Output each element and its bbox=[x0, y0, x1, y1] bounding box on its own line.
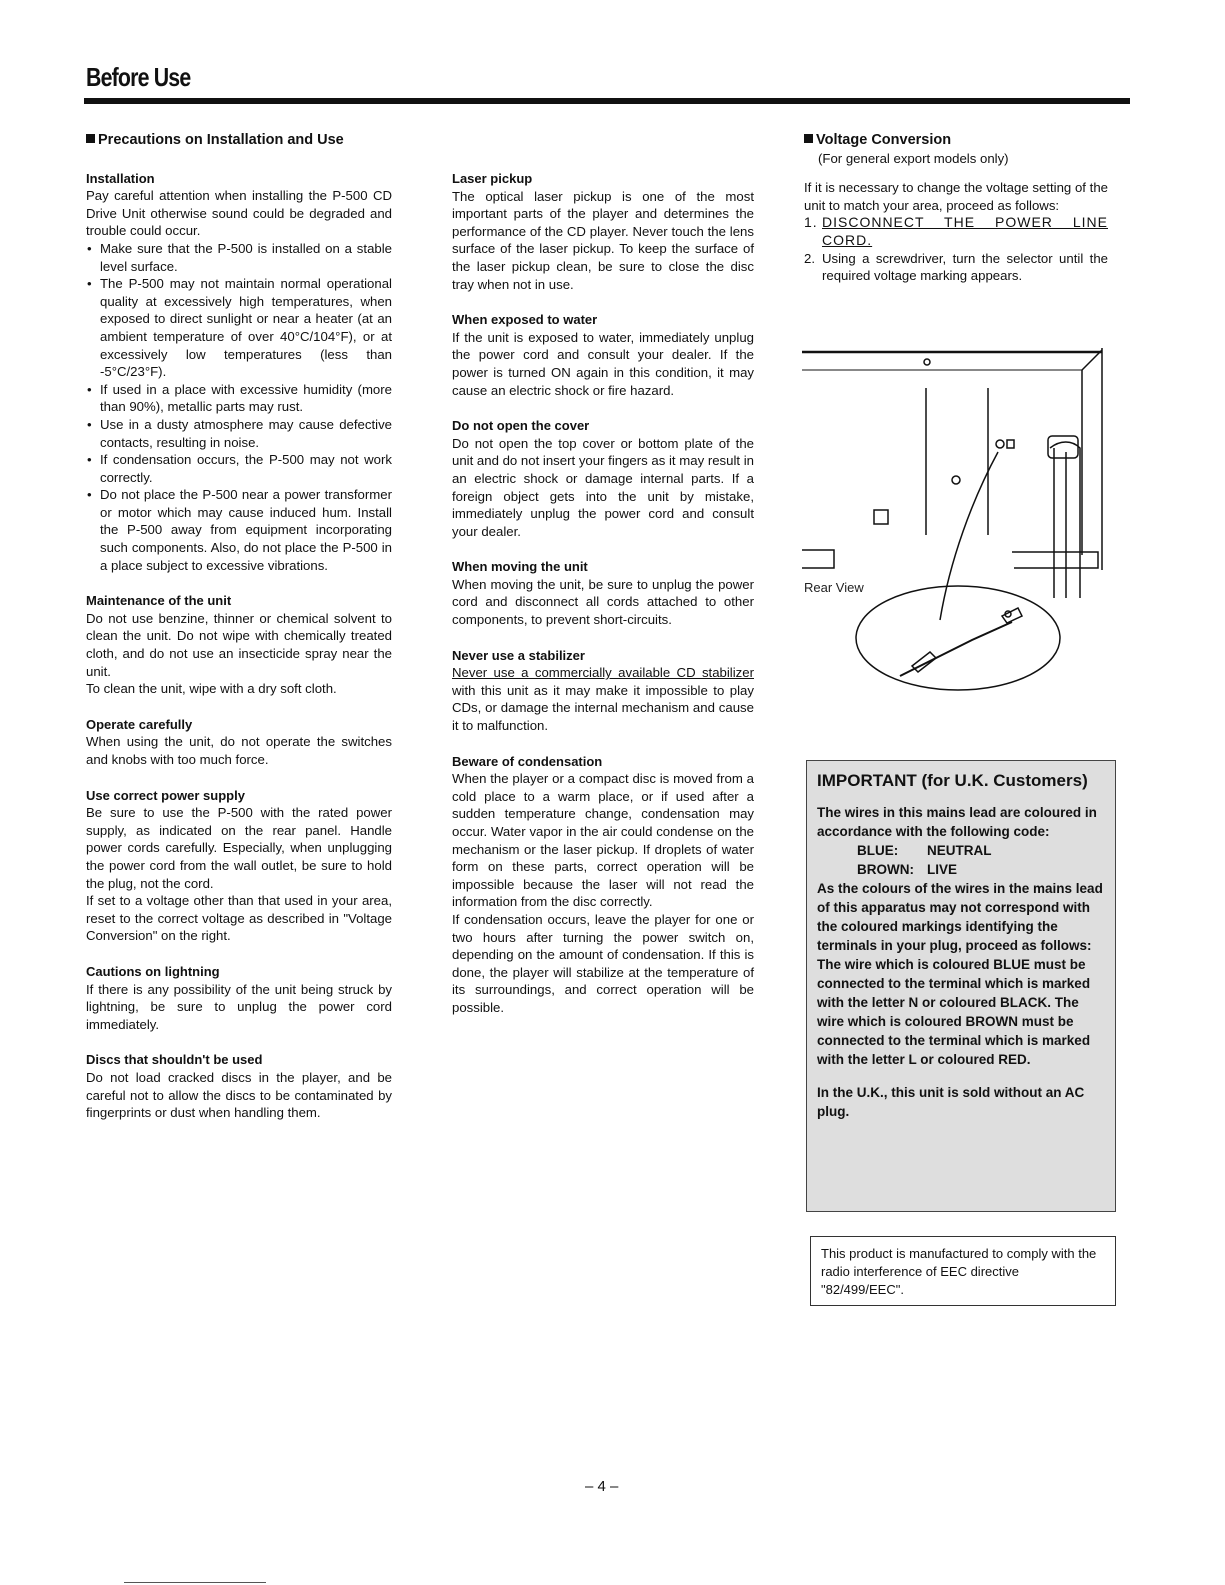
installation-bullets bbox=[86, 240, 392, 574]
discs-block bbox=[86, 1051, 392, 1121]
important-paragraph: The wire which is coloured BLUE must be connected to the terminal which is marked with the letter N or coloured BLACK. The wire which is coloured BROWN must be connected to the terminal which is marked with the letter L or coloured RED. bbox=[817, 957, 1091, 1067]
condensation-block bbox=[452, 753, 754, 1017]
discs-title: Discs that shouldn't be used bbox=[86, 1052, 263, 1068]
power-text: Be sure to use the P-500 with the rated power supply, as indicated on the rear panel. Handle power cords carefully. Especially, when unplugging the power cord from the wall outlet, be sure to hold the plug, not the cord. bbox=[86, 805, 392, 891]
wire-code-row: BROWN: LIVE bbox=[857, 862, 958, 877]
list-item: 2. Using a screwdriver, turn the selector until the required voltage marking appears. bbox=[804, 250, 1108, 284]
water-text: If the unit is exposed to water, immediately unplug the power cord and consult your dealer. If the power is turned ON again in this condition, it may cause an electric shock or fire hazard. bbox=[452, 329, 754, 398]
square-bullet-icon bbox=[804, 134, 813, 143]
voltage-subheading: (For general export models only) bbox=[818, 150, 1009, 166]
moving-block bbox=[452, 558, 754, 628]
water-title: When exposed to water bbox=[452, 312, 598, 328]
maintenance-title: Maintenance of the unit bbox=[86, 593, 232, 609]
operate-text: When using the unit, do not operate the switches and knobs with too much force. bbox=[86, 734, 392, 767]
lightning-block bbox=[86, 963, 392, 1033]
list-item: • If used in a place with excessive humidity (more than 90%), metallic parts may rust. bbox=[86, 381, 392, 416]
discs-text: Do not load cracked discs in the player, and be careful not to allow the discs to be contaminated by fingerprints or dust when handling them. bbox=[86, 1069, 392, 1121]
maintenance-block bbox=[86, 592, 392, 698]
page-title: Before Use bbox=[86, 62, 191, 92]
power-block bbox=[86, 787, 392, 945]
list-item: • The P-500 may not maintain normal operational quality at excessively high temperatures, when exposed to direct sunlight or near a heater (at an ambient temperature of over 40°C/104°F), or at excessively low temperatures (less than -5°C/23°F). bbox=[86, 275, 392, 381]
wire-code-row: BLUE: NEUTRAL bbox=[857, 843, 992, 858]
important-paragraph: In the U.K., this unit is sold without an AC plug. bbox=[817, 1085, 1085, 1119]
square-bullet-icon bbox=[86, 134, 95, 143]
eec-notice-text: This product is manufactured to comply with the radio interference of EEC directive "82/499/EEC". bbox=[821, 1246, 1097, 1297]
title-rule bbox=[84, 98, 1130, 104]
list-item: • Make sure that the P-500 is installed on a stable level surface. bbox=[86, 240, 392, 275]
installation-block bbox=[86, 170, 392, 575]
important-paragraph: As the colours of the wires in the mains lead of this apparatus may not correspond with the coloured markings identifying the terminals in your plug, proceed as follows: bbox=[817, 881, 1103, 953]
list-item: • Use in a dusty atmosphere may cause defective contacts, resulting in noise. bbox=[86, 416, 392, 451]
lightning-title: Cautions on lightning bbox=[86, 963, 220, 979]
list-item: 1. DISCONNECT THE POWER LINE CORD. bbox=[804, 214, 1108, 248]
important-uk-box bbox=[806, 760, 1116, 1212]
power-title: Use correct power supply bbox=[86, 787, 245, 803]
important-intro: The wires in this mains lead are coloured in accordance with the following code: bbox=[817, 805, 1097, 839]
laser-block bbox=[452, 170, 754, 293]
page-number: – 4 – bbox=[585, 1478, 619, 1495]
stabilizer-underlined: Never use a commercially available CD stabilizer bbox=[452, 665, 754, 681]
list-item: • Do not place the P-500 near a power transformer or motor which may cause induced hum. Install the P-500 away from equipment incorporating such components. Also, do not place the P-500 in a place subject to excessive vibrations. bbox=[86, 486, 392, 574]
footer-rule bbox=[124, 1582, 266, 1583]
maintenance-text-2: To clean the unit, wipe with a dry soft cloth. bbox=[86, 681, 337, 697]
installation-title: Installation bbox=[86, 170, 155, 186]
list-item: • If condensation occurs, the P-500 may not work correctly. bbox=[86, 451, 392, 486]
maintenance-text: Do not use benzine, thinner or chemical solvent to clean the unit. Do not wipe with chemically treated cloth, and do not use an insecticide spray near the unit. bbox=[86, 610, 392, 679]
power-text-2: If set to a voltage other than that used in your area, reset to the correct voltage as described in "Voltage Conversion" on the right. bbox=[86, 893, 392, 944]
lightning-text: If there is any possibility of the unit being struck by lightning, be sure to unplug the power cord immediately. bbox=[86, 981, 392, 1032]
water-block bbox=[452, 311, 754, 399]
cover-block bbox=[452, 417, 754, 540]
cover-text: Do not open the top cover or bottom plate of the unit and do not insert your fingers as it may result in an electric shock or damage internal parts. If a foreign object gets into the unit by mistake, immediately unplug the power cord and consult your dealer. bbox=[452, 435, 754, 539]
operate-title: Operate carefully bbox=[86, 716, 193, 732]
stabilizer-block bbox=[452, 647, 754, 735]
section-heading-voltage: Voltage Conversion bbox=[804, 132, 1108, 150]
column-middle bbox=[452, 170, 754, 1035]
laser-text: The optical laser pickup is one of the most important parts of the player and determines the performance of the CD player. Never touch the lens surface of the laser pickup. To keep the surface of the laser pickup clean, be sure to close the disc tray when not in use. bbox=[452, 188, 754, 292]
moving-title: When moving the unit bbox=[452, 559, 588, 575]
laser-title: Laser pickup bbox=[452, 171, 533, 186]
section-heading-precautions: Precautions on Installation and Use bbox=[86, 132, 392, 150]
rear-view-diagram bbox=[802, 340, 1114, 700]
rear-panel-illustration bbox=[802, 340, 1114, 700]
installation-intro: Pay careful attention when installing the P-500 CD Drive Unit otherwise sound could be degraded and trouble could occur. bbox=[86, 188, 392, 239]
stabilizer-rest: with this unit as it may make it impossible to play CDs, or damage the internal mechanism and cause it to malfunction. bbox=[452, 682, 754, 734]
important-heading: IMPORTANT (for U.K. Customers) bbox=[817, 771, 1088, 790]
rear-view-label: Rear View bbox=[804, 580, 864, 595]
column-right bbox=[804, 132, 1108, 285]
voltage-intro: If it is necessary to change the voltage setting of the unit to match your area, proceed as follows: bbox=[804, 180, 1108, 213]
stabilizer-title: Never use a stabilizer bbox=[452, 647, 585, 663]
condensation-title: Beware of condensation bbox=[452, 753, 603, 769]
moving-text: When moving the unit, be sure to unplug the power cord and disconnect all cords attached to other components, to prevent short-circuits. bbox=[452, 576, 754, 628]
voltage-steps bbox=[804, 214, 1108, 284]
cover-title: Do not open the cover bbox=[452, 418, 590, 434]
column-left bbox=[86, 132, 392, 1140]
condensation-text: When the player or a compact disc is moved from a cold place to a warm place, or if used after a sudden temperature change, condensation may occur. Water vapor in the air could condense on the mechanism or the laser pickup. If droplets of water form on these parts, correct operation will be impossible because the laser will not read the information from the disc correctly. bbox=[452, 771, 754, 910]
condensation-text-2: If condensation occurs, leave the player for one or two hours after turning the power switch on, depending on the amount of condensation. If this is done, the player will stabilize at the temperature of its surroundings, and correct operation will be possible. bbox=[452, 911, 754, 1015]
stabilizer-text bbox=[452, 664, 754, 734]
operate-block bbox=[86, 716, 392, 769]
eec-notice-box bbox=[810, 1236, 1116, 1306]
